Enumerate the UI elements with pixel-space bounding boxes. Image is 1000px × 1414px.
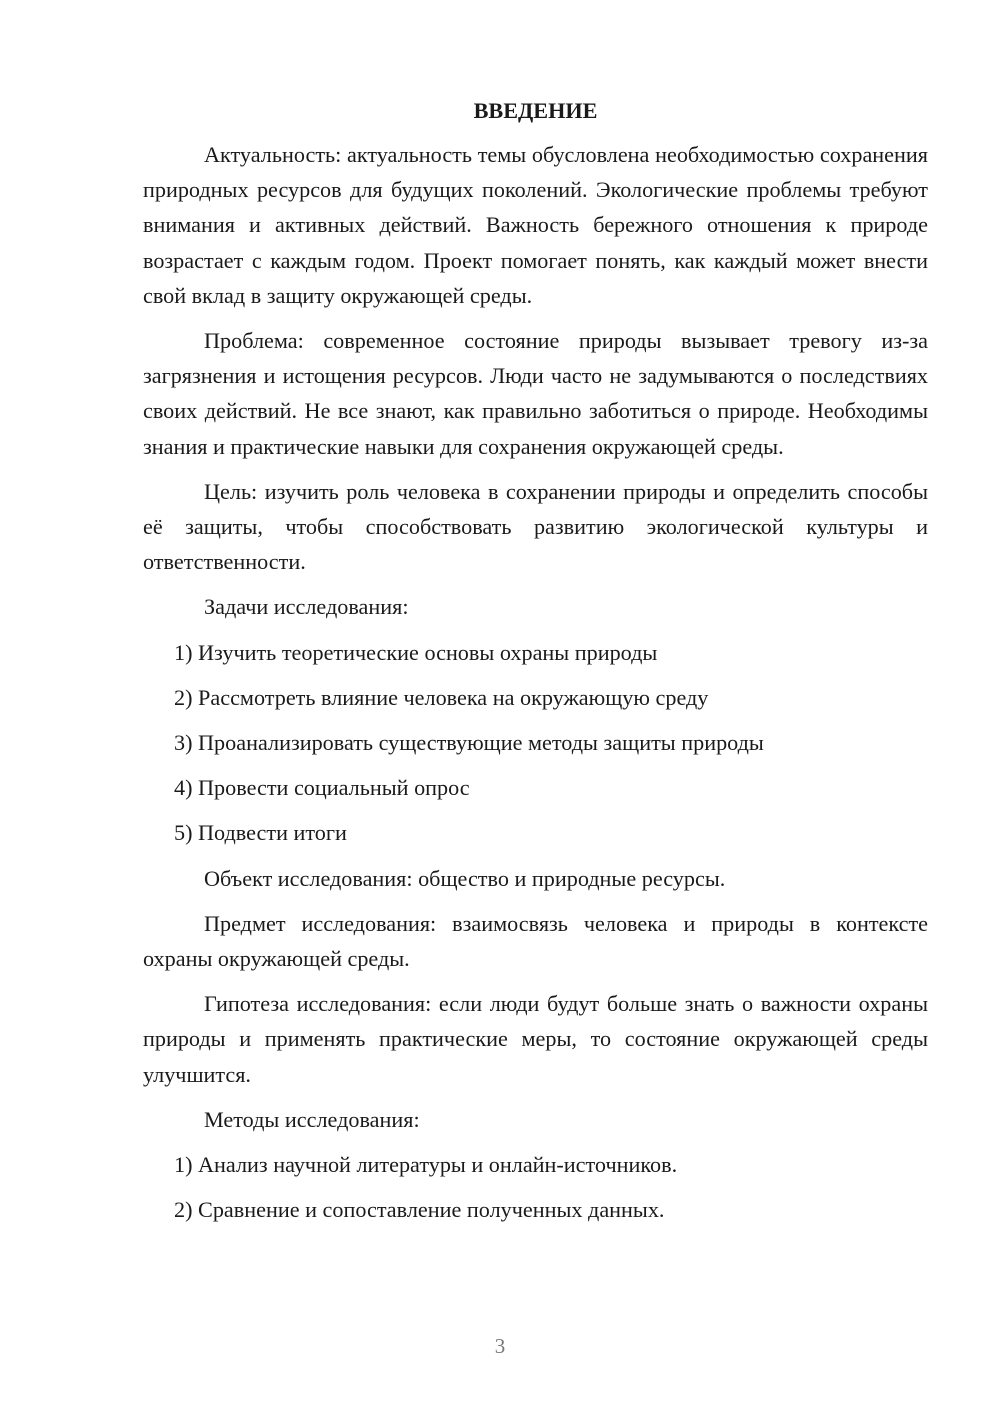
list-item: 1) Изучить теоретические основы охраны природы (174, 639, 658, 665)
methods-heading: Методы исследования: (204, 1106, 420, 1132)
list-item: 1) Анализ научной литературы и онлайн-источников. (174, 1152, 678, 1178)
list-item: 2) Рассмотреть влияние человека на окружающую среду (174, 684, 709, 710)
tasks-list (143, 635, 928, 851)
list-item: 5) Подвести итоги (174, 820, 347, 846)
problem-paragraph: Проблема: современное состояние природы вызывает тревогу из-за загрязнения и истощения ресурсов. Люди часто не задумываются о последствиях своих действий. Не все знают, как правильно заботиться о природе. Необходимы знания и практические навыки для сохранения окружающей среды. (143, 328, 928, 459)
document-page (143, 96, 928, 1227)
list-item: 2) Сравнение и сопоставление полученных данных. (174, 1197, 665, 1223)
hypothesis-paragraph: Гипотеза исследования: если люди будут больше знать о важности охраны природы и применять практические меры, то состояние окружающей среды улучшится. (143, 991, 928, 1087)
page-number: 3 (494, 1334, 506, 1358)
relevance-paragraph: Актуальность: актуальность темы обусловлена необходимостью сохранения природных ресурсов для будущих поколений. Экологические проблемы требуют внимания и активных действий. Важность бережного отношения к природе возрастает с каждым годом. Проект помогает понять, как каждый может внести свой вклад в защиту окружающей среды. (143, 142, 928, 308)
tasks-heading: Задачи исследования: (204, 594, 409, 620)
list-item: 3) Проанализировать существующие методы защиты природы (174, 730, 764, 756)
goal-paragraph: Цель: изучить роль человека в сохранении природы и определить способы её защиты, чтобы способствовать развитию экологической культуры и ответственности. (143, 478, 928, 575)
object-paragraph: Объект исследования: общество и природные ресурсы. (204, 865, 726, 891)
list-item: 4) Провести социальный опрос (174, 775, 470, 801)
methods-list (143, 1147, 928, 1227)
subject-paragraph: Предмет исследования: взаимосвязь человека и природы в контексте охраны окружающей среды. (143, 910, 928, 972)
section-title: ВВЕДЕНИЕ (473, 98, 598, 123)
